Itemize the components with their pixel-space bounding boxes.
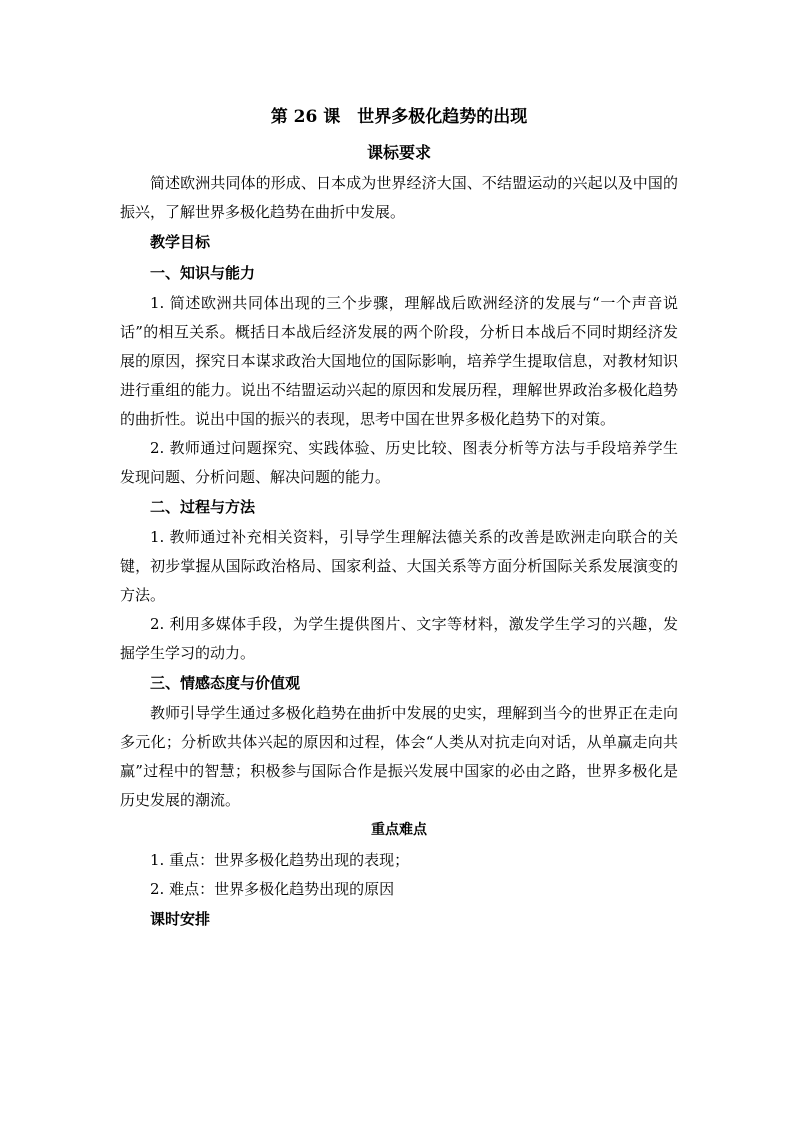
key-point-2: 2. 难点：世界多极化趋势出现的原因	[150, 880, 395, 898]
subheading-values: 三、情感态度与价值观	[150, 674, 301, 692]
knowledge-paragraph-2: 2. 教师通过问题探究、实践体验、历史比较、图表分析等方法与手段培养学生发现问题、分析问题、解决问题的能力。	[120, 439, 678, 486]
section-heading-standards: 课标要求	[366, 143, 431, 162]
document-title: 第 26 课 世界多极化趋势的出现	[270, 107, 528, 127]
section-heading-goals: 教学目标	[150, 233, 211, 251]
document-body	[120, 103, 678, 935]
subheading-knowledge: 一、知识与能力	[150, 264, 256, 282]
process-paragraph-2: 2. 利用多媒体手段，为学生提供图片、文字等材料，激发学生学习的兴趣，发掘学生学习的动力。	[120, 615, 678, 662]
section-heading-key-points: 重点难点	[371, 822, 427, 838]
section-heading-schedule: 课时安排	[150, 910, 211, 928]
knowledge-paragraph-1: 1. 简述欧洲共同体出现的三个步骤，理解战后欧洲经济的发展与“一个声音说话”的相互关系。概括日本战后经济发展的两个阶段，分析日本战后不同时期经济发展的原因，探究日本谋求政治大国地位的国际影响，培养学生提取信息，对教材知识进行重组的能力。说出不结盟运动兴起的原因和发展历程，理解世界政治多极化趋势的曲折性。说出中国的振兴的表现，思考中国在世界多极化趋势下的对策。	[120, 294, 678, 428]
subheading-process: 二、过程与方法	[150, 498, 256, 516]
process-paragraph-1: 1. 教师通过补充相关资料，引导学生理解法德关系的改善是欧洲走向联合的关键，初步掌握从国际政治格局、国家利益、大国关系等方面分析国际关系发展演变的方法。	[120, 528, 678, 604]
key-point-1: 1. 重点：世界多极化趋势出现的表现；	[150, 851, 410, 869]
standards-paragraph: 简述欧洲共同体的形成、日本成为世界经济大国、不结盟运动的兴起以及中国的振兴，了解世界多极化趋势在曲折中发展。	[120, 174, 678, 221]
values-paragraph: 教师引导学生通过多极化趋势在曲折中发展的史实，理解到当今的世界正在走向多元化；分析欧共体兴起的原因和过程，体会“人类从对抗走向对话，从单赢走向共赢”过程中的智慧；积极参与国际合作是振兴发展中国家的必由之路，世界多极化是历史发展的潮流。	[120, 704, 678, 809]
